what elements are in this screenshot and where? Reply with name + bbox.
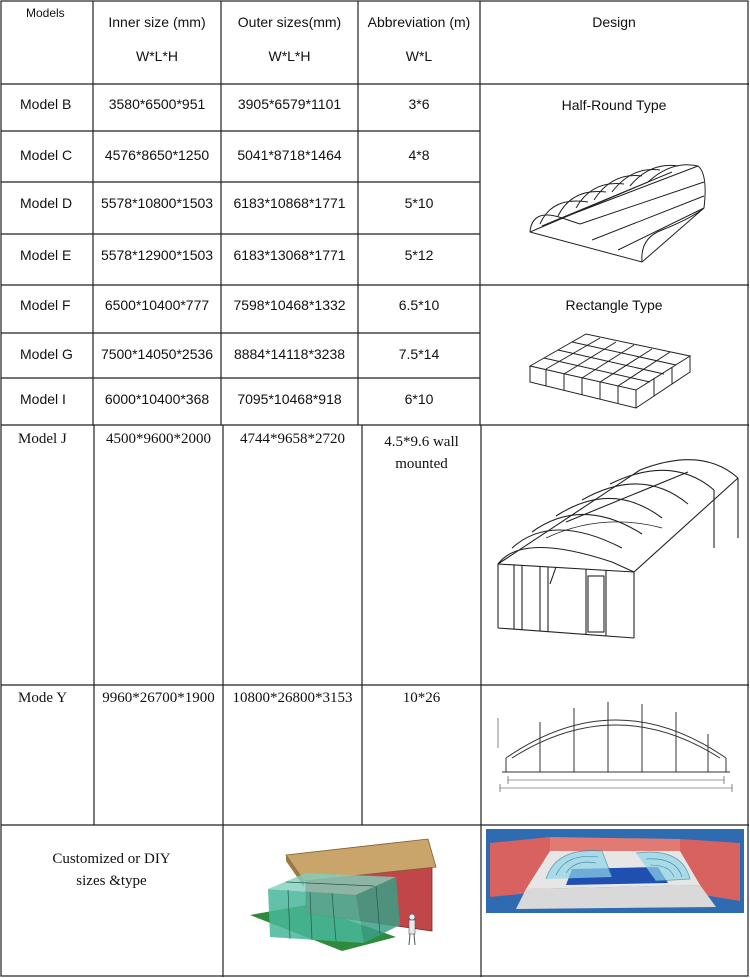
model-c-name: Model C <box>20 147 73 163</box>
model-f-name: Model F <box>20 297 71 313</box>
model-j-abbr-line2: mounted <box>395 456 448 472</box>
model-y-name: Mode Y <box>18 690 68 706</box>
model-g-outer: 8884*14118*3238 <box>233 346 346 362</box>
model-f-outer: 7598*10468*1332 <box>233 297 346 313</box>
half-round-enclosure-drawing <box>522 160 712 270</box>
model-i-name: Model I <box>20 391 66 407</box>
model-e-outer: 6183*13068*1771 <box>233 247 346 263</box>
model-d-abbr: 5*10 <box>404 195 434 211</box>
model-e-name: Model E <box>20 247 72 263</box>
header-outer-size <box>221 14 358 64</box>
model-b-name: Model B <box>20 96 72 112</box>
model-j-name: Model J <box>18 431 67 447</box>
pool-enclosure-render <box>486 829 744 913</box>
customized-diy-text <box>0 848 223 892</box>
header-abbr-label: Abbreviation (m) <box>367 14 471 30</box>
model-c-abbr: 4*8 <box>408 147 430 163</box>
model-f-inner: 6500*10400*777 <box>104 297 210 313</box>
customized-line1: Customized or DIY <box>52 851 171 867</box>
model-j-outer: 4744*9658*2720 <box>240 431 345 447</box>
customized-line2: sizes &type <box>76 873 147 889</box>
model-d-outer: 6183*10868*1771 <box>233 195 346 211</box>
model-y-inner: 9960*26700*1900 <box>102 690 215 706</box>
wall-mounted-enclosure-drawing <box>492 452 744 640</box>
model-f-abbr: 6.5*10 <box>398 297 440 313</box>
header-design: Design <box>592 14 636 30</box>
header-abbr-dims: W*L <box>405 48 433 64</box>
model-b-outer: 3905*6579*1101 <box>237 96 342 112</box>
model-j-inner: 4500*9600*2000 <box>106 431 211 447</box>
model-d-inner: 5578*10800*1503 <box>100 195 214 211</box>
model-e-abbr: 5*12 <box>404 247 434 263</box>
model-g-inner: 7500*14050*2536 <box>100 346 214 362</box>
model-b-inner: 3580*6500*951 <box>108 96 206 112</box>
model-d-name: Model D <box>20 195 73 211</box>
lean-to-sunroom-render <box>246 833 440 969</box>
model-i-outer: 7095*10468*918 <box>237 391 342 407</box>
header-outer-label: Outer sizes(mm) <box>237 14 342 30</box>
arched-enclosure-elevation-drawing <box>488 688 744 812</box>
model-b-abbr: 3*6 <box>408 96 430 112</box>
model-j-abbr <box>362 431 481 475</box>
header-inner-dims: W*L*H <box>135 48 178 64</box>
header-abbreviation <box>358 14 480 64</box>
header-inner-size <box>93 14 221 64</box>
model-g-name: Model G <box>20 346 73 362</box>
rectangle-enclosure-drawing <box>526 330 696 412</box>
model-e-inner: 5578*12900*1503 <box>100 247 214 263</box>
header-inner-label: Inner size (mm) <box>108 14 206 30</box>
model-y-outer: 10800*26800*3153 <box>232 690 353 706</box>
model-i-abbr: 6*10 <box>404 391 434 407</box>
model-g-abbr: 7.5*14 <box>398 346 440 362</box>
model-y-abbr: 10*26 <box>402 690 441 706</box>
rectangle-type-label: Rectangle Type <box>565 297 663 313</box>
model-c-inner: 4576*8650*1250 <box>104 147 210 163</box>
half-round-type-label: Half-Round Type <box>561 97 667 113</box>
model-c-outer: 5041*8718*1464 <box>237 147 342 163</box>
header-models: Models <box>26 6 65 20</box>
model-i-inner: 6000*10400*368 <box>104 391 210 407</box>
header-outer-dims: W*L*H <box>268 48 311 64</box>
model-j-abbr-line1: 4.5*9.6 wall <box>384 434 459 450</box>
